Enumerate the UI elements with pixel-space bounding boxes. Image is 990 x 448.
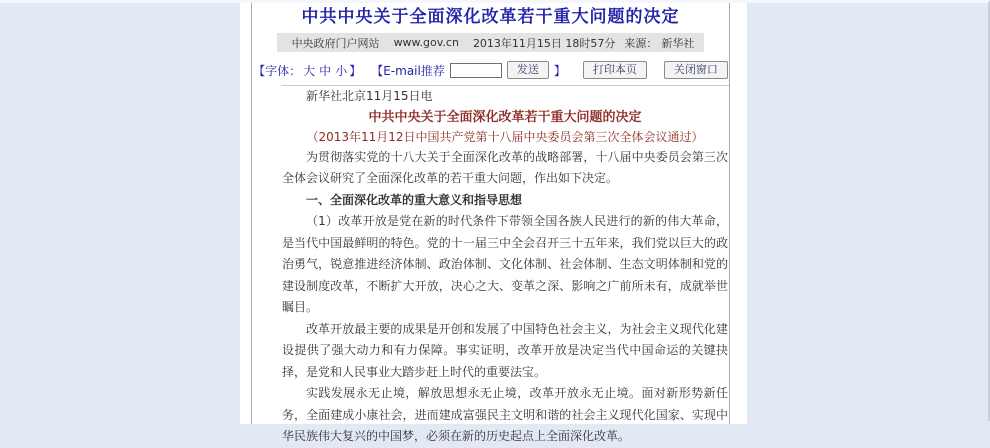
paragraph: 实践发展永无止境，解放思想永无止境，改革开放永无止境。面对新形势新任务，全面建成小康社会，进而建成富强民主文明和谐的社会主义现代化国家、实现中华民族伟大复兴的中国梦，必须在新的历史起点上全面深化改革。 <box>282 386 728 443</box>
email-recommend-label-close: 】 <box>553 63 566 78</box>
publish-datetime: 2013年11月15日 18时57分 <box>472 36 616 50</box>
article-content-column <box>251 3 730 443</box>
paragraph: 为贯彻落实党的十八大关于全面深化改革的战略部署，十八届中央委员会第三次全体会议研究了全面深化改革的若干重大问题，作出如下决定。 <box>282 149 728 185</box>
source-label: 来源： <box>624 36 658 50</box>
meta-bar <box>277 33 704 52</box>
send-button[interactable]: 发送 <box>507 61 549 79</box>
email-recommend-label: 【E-mail推荐 <box>371 63 445 78</box>
site-name: 中央政府门户网站 <box>291 36 380 50</box>
page-title: 中共中央关于全面深化改革若干重大问题的决定 <box>301 7 680 27</box>
font-size-label-close: 】 <box>349 63 362 78</box>
paragraph: 改革开放最主要的成果是开创和发展了中国特色社会主义，为社会主义现代化建设提供了强大动力和有力保障。事实证明，改革开放是决定当代中国命运的关键抉择，是党和人民事业大踏步赶上时代的重要法宝。 <box>282 321 728 379</box>
section-heading: 一、全面深化改革的重大意义和指导思想 <box>306 192 523 207</box>
paragraph: （1）改革开放是党在新的时代条件下带领全国各族人民进行的新的伟大革命，是当代中国最鲜明的特色。党的十一届三中全会召开三十五年来，我们党以巨大的政治勇气，锐意推进经济体制、政治体制、文化体制、社会体制、生态文明体制和党的建设制度改革，不断扩大开放，决心之大、变革之深、影响之广前所未有，成就举世瞩目。 <box>282 214 728 314</box>
document-subtitle: （2013年11月12日中国共产党第十八届中央委员会第三次全体会议通过） <box>306 129 704 144</box>
font-size-label: 【字体： <box>253 63 302 78</box>
article-window <box>240 3 747 443</box>
font-size-medium-link[interactable]: 中 <box>319 63 332 78</box>
email-input[interactable] <box>450 63 502 78</box>
article-dateline: 新华社北京11月15日电 <box>306 89 433 103</box>
font-size-large-link[interactable]: 大 <box>303 63 316 78</box>
print-page-button[interactable]: 打印本页 <box>583 61 647 79</box>
document-title: 中共中央关于全面深化改革若干重大问题的决定 <box>368 109 642 125</box>
site-url: www.gov.cn <box>393 36 459 49</box>
close-window-button[interactable]: 关闭窗口 <box>664 61 728 79</box>
article-body <box>282 86 728 448</box>
font-size-small-link[interactable]: 小 <box>335 63 348 78</box>
toolbar <box>252 61 729 79</box>
source-name: 新华社 <box>661 36 695 50</box>
